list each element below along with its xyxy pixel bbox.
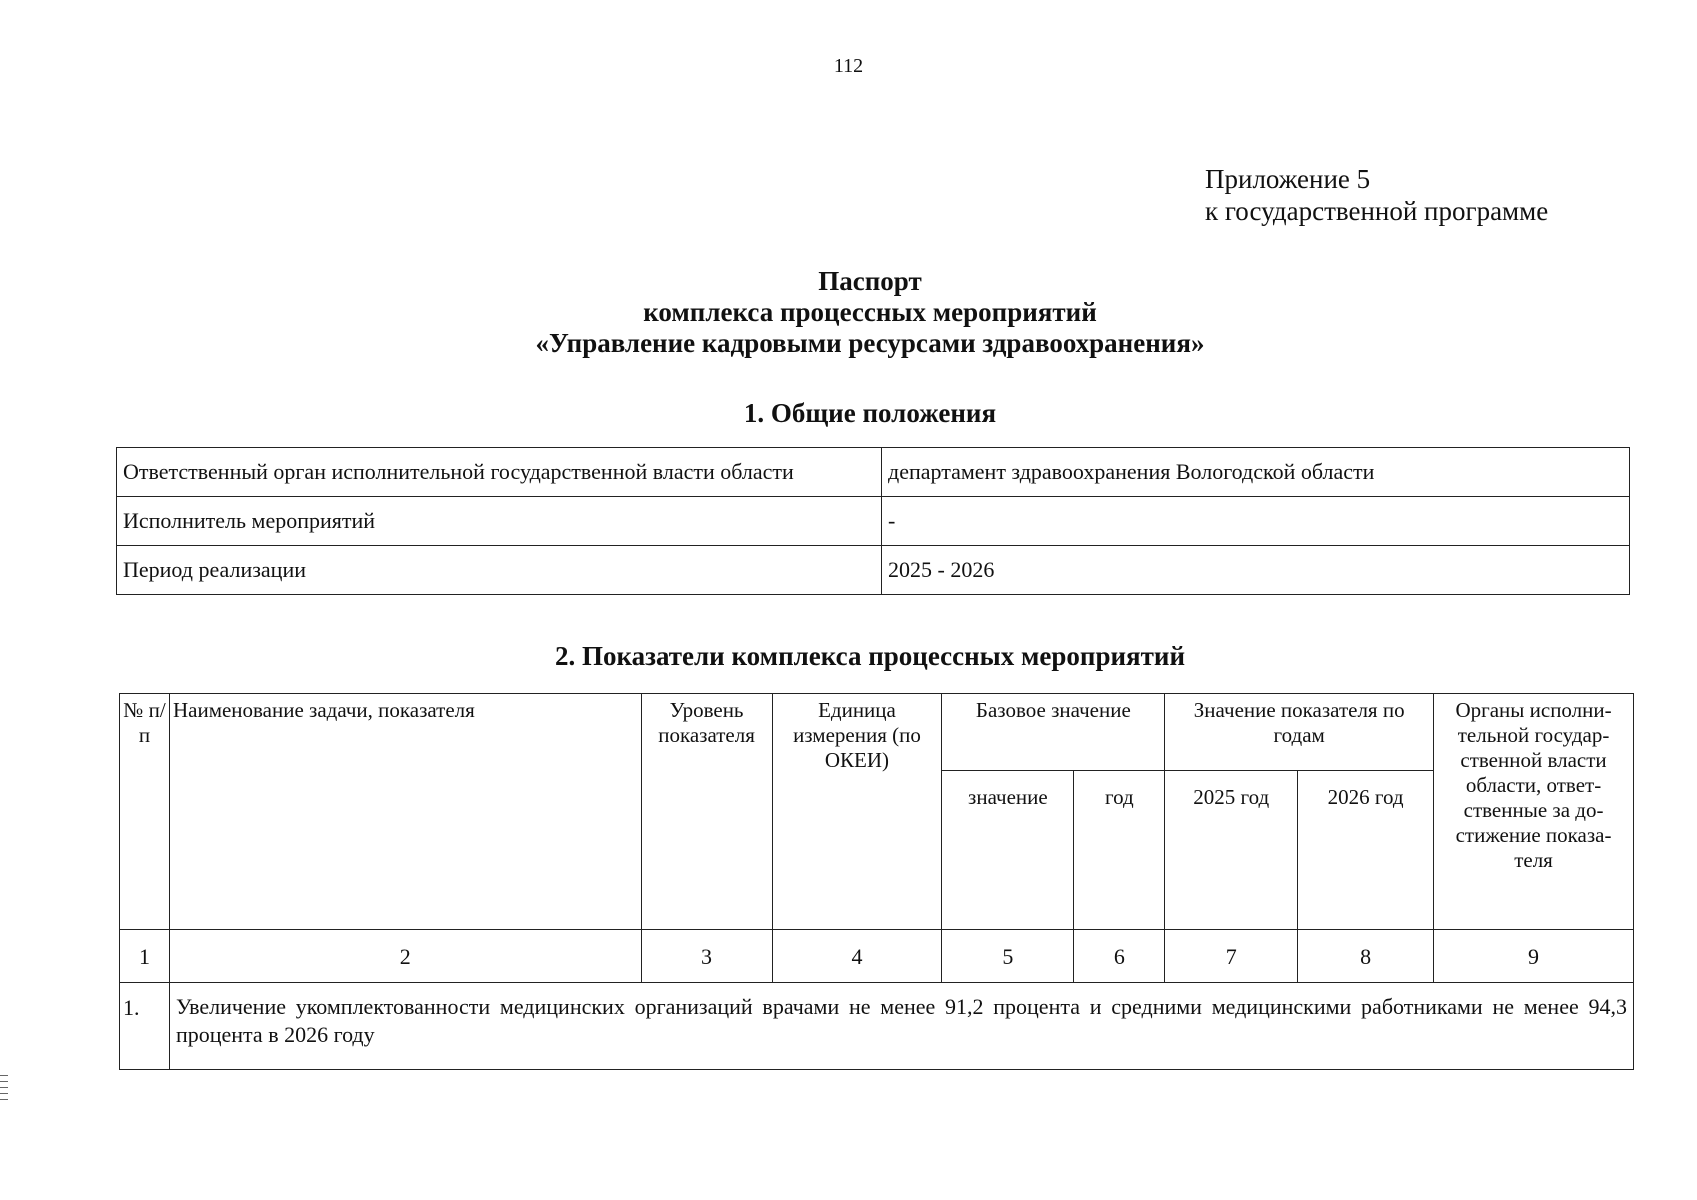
title-line-2: комплекса процессных мероприятий xyxy=(643,297,1097,327)
row-value: 2025 - 2026 xyxy=(882,546,1630,595)
column-number: 4 xyxy=(772,930,942,983)
table-row xyxy=(117,546,1630,595)
column-number: 6 xyxy=(1074,930,1165,983)
header-base-value: значение xyxy=(942,771,1074,930)
header-num: № п/п xyxy=(120,694,170,930)
column-number: 8 xyxy=(1298,930,1434,983)
header-2026: 2026 год xyxy=(1298,771,1434,930)
table-row xyxy=(117,497,1630,546)
row-label: Исполнитель мероприятий xyxy=(117,497,882,546)
column-number: 9 xyxy=(1434,930,1634,983)
document-title xyxy=(0,266,1697,359)
header-row xyxy=(120,694,1634,771)
header-unit: Единица измерения (по ОКЕИ) xyxy=(772,694,942,930)
task-number: 1. xyxy=(120,983,170,1070)
column-number: 2 xyxy=(169,930,641,983)
title-line-3: «Управление кадровыми ресурсами здравоохранения» xyxy=(535,328,1205,358)
column-number: 7 xyxy=(1165,930,1298,983)
row-label: Период реализации xyxy=(117,546,882,595)
appendix-line-2: к государственной программе xyxy=(1205,196,1549,226)
title-line-1: Паспорт xyxy=(818,266,922,296)
column-number: 5 xyxy=(942,930,1074,983)
section-2-heading: 2. Показатели комплекса процессных мероприятий xyxy=(554,641,1186,671)
margin-marks xyxy=(0,1075,8,1105)
row-label: Ответственный орган исполнительной государственной власти области xyxy=(117,448,882,497)
column-numbers-row xyxy=(120,930,1634,983)
header-level: Уровень показателя xyxy=(641,694,772,930)
page-number: 112 xyxy=(833,55,864,77)
appendix-line-1: Приложение 5 xyxy=(1205,164,1371,194)
header-organs: Органы исполни-тельной государ-ственной власти области, ответ-ственные за до-стижение показа-теля xyxy=(1434,694,1634,930)
section-1-heading: 1. Общие положения xyxy=(743,398,997,428)
indicators-table xyxy=(119,693,1634,1070)
header-base-year: год xyxy=(1074,771,1165,930)
column-number: 1 xyxy=(120,930,170,983)
row-value: - xyxy=(882,497,1630,546)
general-provisions-table xyxy=(116,447,1630,595)
header-by-years: Значение показателя по годам xyxy=(1165,694,1434,771)
task-text: Увеличение укомплектованности медицинских организаций врачами не менее 91,2 процента и средними медицинскими работниками не менее 94,3 процента в 2026 году xyxy=(169,983,1633,1070)
task-row xyxy=(120,983,1634,1070)
header-name: Наименование задачи, показателя xyxy=(169,694,641,930)
header-base: Базовое значение xyxy=(942,694,1165,771)
row-value: департамент здравоохранения Вологодской области xyxy=(882,448,1630,497)
column-number: 3 xyxy=(641,930,772,983)
appendix-note xyxy=(1205,163,1548,227)
header-2025: 2025 год xyxy=(1165,771,1298,930)
table-row xyxy=(117,448,1630,497)
